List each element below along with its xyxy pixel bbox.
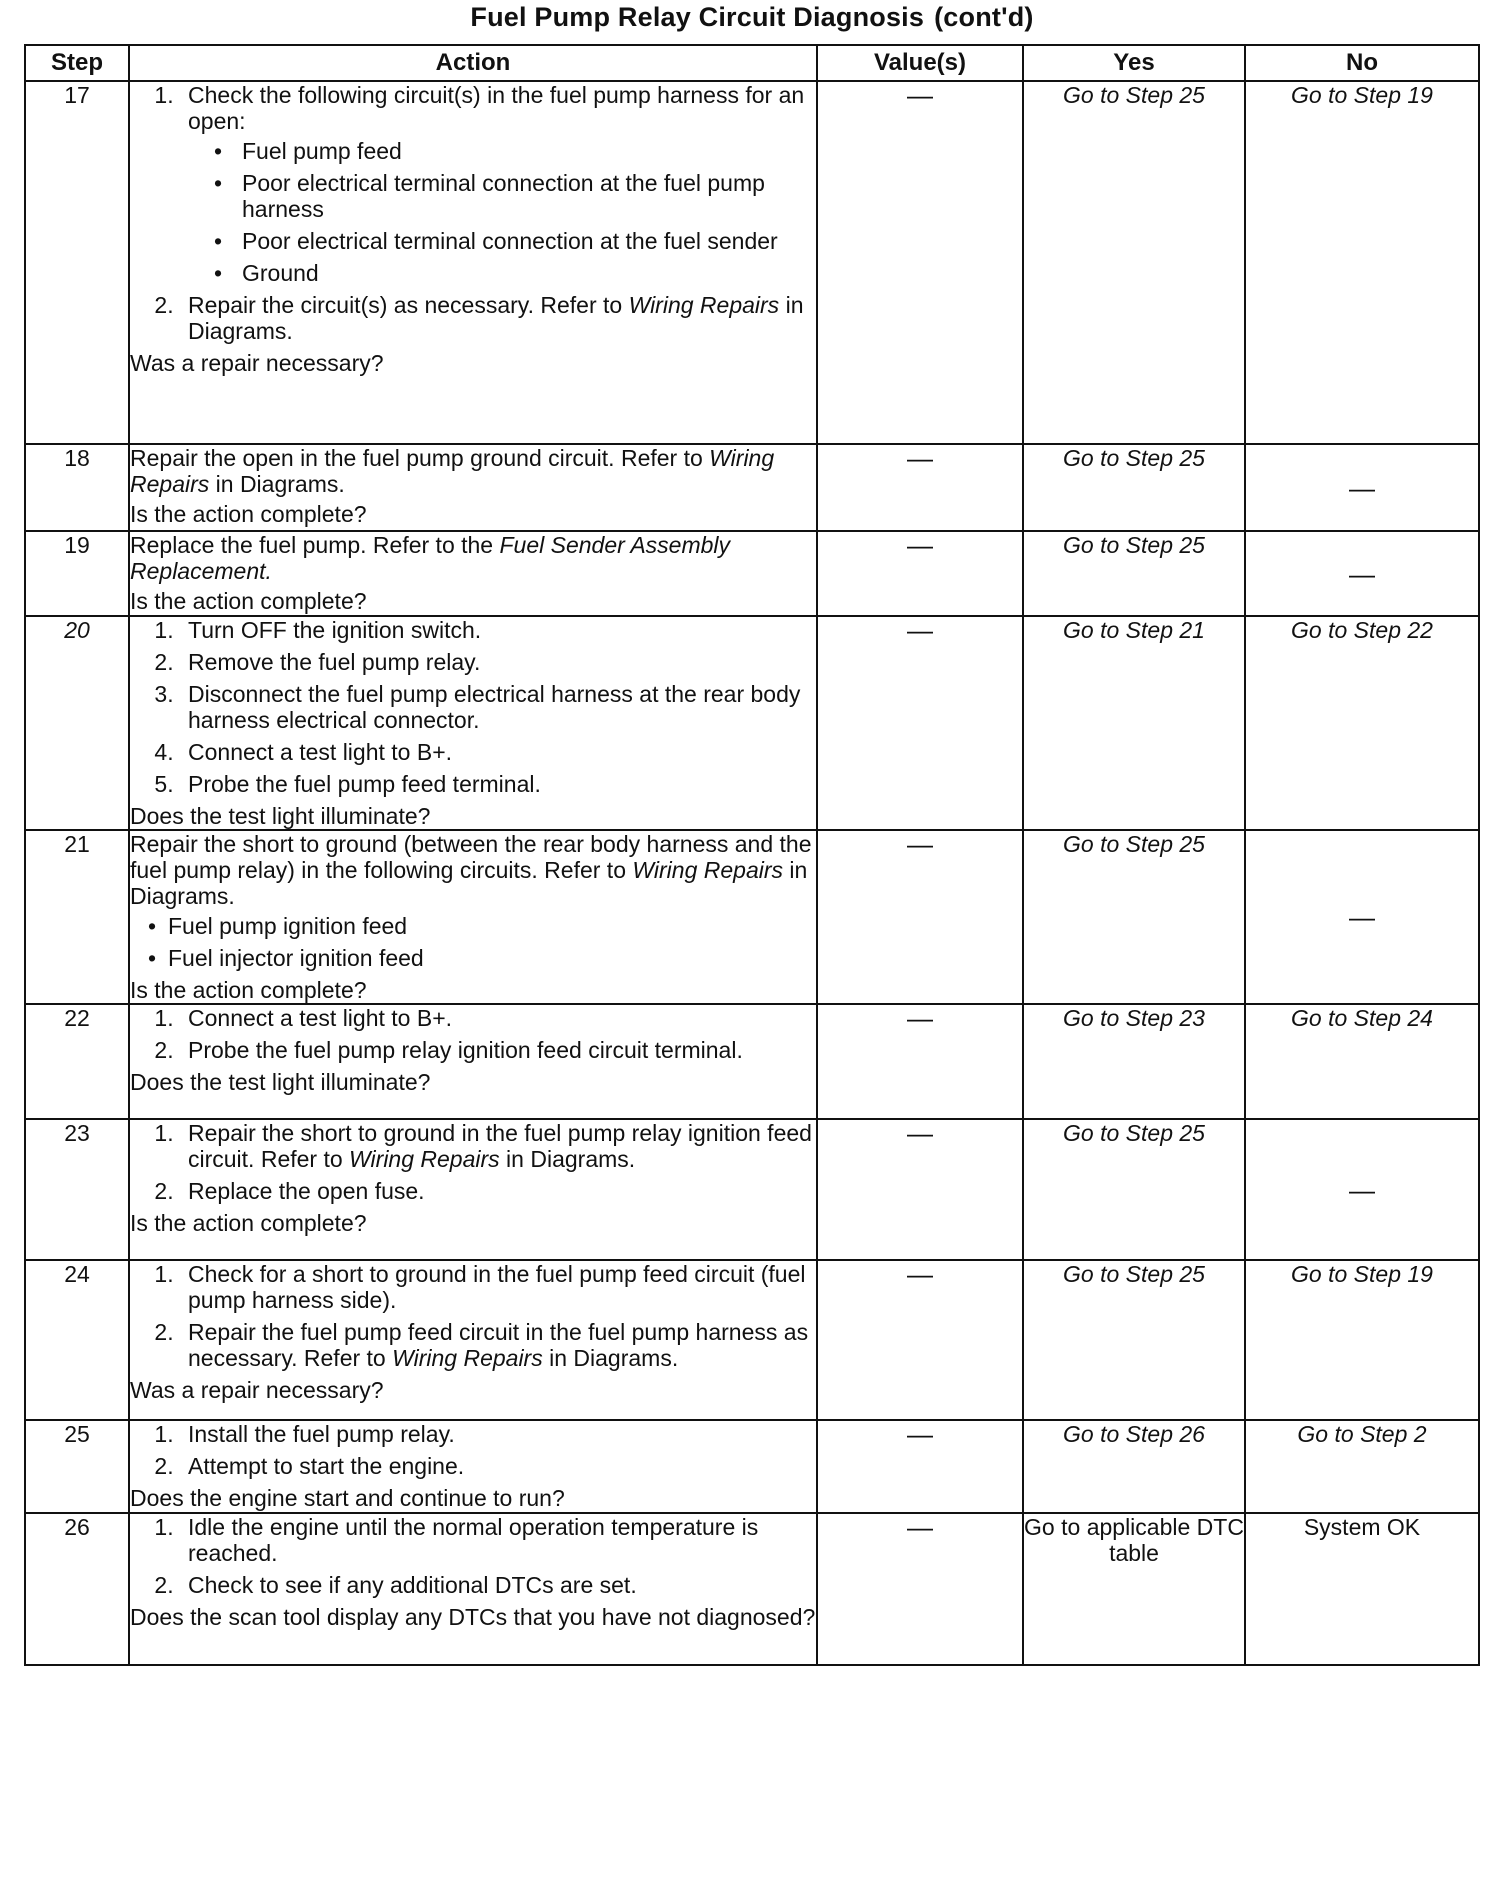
bullet-item: • Fuel injector ignition feed bbox=[168, 945, 816, 971]
list-item: 1. Turn OFF the ignition switch. bbox=[180, 617, 816, 643]
header-row bbox=[25, 45, 1479, 81]
list-item: 2. Check to see if any additional DTCs are set. bbox=[180, 1572, 816, 1598]
list-item: 1. Check the following circuit(s) in the fuel pump harness for an open: • Fuel pump feed • Poor electrical terminal connection at the fuel pump harness • Poor electrical terminal connection at the fuel sender • Ground bbox=[180, 82, 816, 286]
step-number: 23 bbox=[25, 1119, 129, 1260]
action-text: Repair the open in the fuel pump ground circuit. Refer to Wiring Repairs in Diagrams. bbox=[130, 445, 775, 497]
value-cell: — bbox=[817, 1513, 1023, 1665]
list-item: 2. Replace the open fuse. bbox=[180, 1178, 816, 1204]
reference-link: Wiring Repairs bbox=[628, 292, 780, 318]
question-text: Was a repair necessary? bbox=[130, 1377, 384, 1403]
header-step: Step bbox=[25, 45, 129, 81]
action-cell bbox=[129, 1004, 817, 1119]
action-cell bbox=[129, 1119, 817, 1260]
step-number: 18 bbox=[25, 444, 129, 531]
value-cell: — bbox=[817, 531, 1023, 616]
value-cell: — bbox=[817, 81, 1023, 444]
action-cell bbox=[129, 1420, 817, 1513]
diagnosis-table bbox=[24, 44, 1480, 1666]
no-cell: Go to Step 24 bbox=[1245, 1004, 1479, 1119]
question-text: Is the action complete? bbox=[130, 977, 367, 1003]
table-row-step-25 bbox=[25, 1420, 1479, 1513]
yes-cell: Go to Step 23 bbox=[1023, 1004, 1245, 1119]
list-item: 2. Remove the fuel pump relay. bbox=[180, 649, 816, 675]
yes-cell: Go to Step 25 bbox=[1023, 444, 1245, 531]
question-text: Does the engine start and continue to run? bbox=[130, 1485, 565, 1511]
bullet-item: • Poor electrical terminal connection at the fuel pump harness bbox=[234, 170, 816, 222]
step-number: 20 bbox=[25, 616, 129, 830]
no-cell: — bbox=[1245, 1119, 1479, 1260]
no-cell: — bbox=[1245, 830, 1479, 1004]
page-title bbox=[0, 2, 1504, 33]
list-item: 4. Connect a test light to B+. bbox=[180, 739, 816, 765]
step-number: 25 bbox=[25, 1420, 129, 1513]
table-row-step-17 bbox=[25, 81, 1479, 444]
bullet-item: • Fuel pump ignition feed bbox=[168, 913, 816, 939]
action-text: Replace the fuel pump. Refer to the Fuel Sender Assembly Replacement. bbox=[130, 532, 731, 584]
step-number: 22 bbox=[25, 1004, 129, 1119]
question-text: Does the test light illuminate? bbox=[130, 803, 431, 829]
table-row-step-24 bbox=[25, 1260, 1479, 1420]
question-text: Is the action complete? bbox=[130, 501, 367, 527]
title-text: Fuel Pump Relay Circuit Diagnosis bbox=[470, 2, 925, 32]
question-text: Was a repair necessary? bbox=[130, 350, 384, 376]
bullet-item: • Fuel pump feed bbox=[234, 138, 816, 164]
table-row-step-20 bbox=[25, 616, 1479, 830]
no-cell: — bbox=[1245, 531, 1479, 616]
action-cell bbox=[129, 1513, 817, 1665]
value-cell: — bbox=[817, 616, 1023, 830]
reference-link: Fuel Sender Assembly Replacement. bbox=[130, 532, 731, 584]
list-item: 3. Disconnect the fuel pump electrical harness at the rear body harness electrical connector. bbox=[180, 681, 816, 733]
action-cell bbox=[129, 616, 817, 830]
yes-cell: Go to Step 25 bbox=[1023, 1260, 1245, 1420]
action-cell bbox=[129, 1260, 817, 1420]
bullet-item: • Poor electrical terminal connection at the fuel sender bbox=[234, 228, 816, 254]
no-cell: Go to Step 22 bbox=[1245, 616, 1479, 830]
no-cell: System OK bbox=[1245, 1513, 1479, 1665]
no-cell: — bbox=[1245, 444, 1479, 531]
table-row-step-26 bbox=[25, 1513, 1479, 1665]
header-no: No bbox=[1245, 45, 1479, 81]
question-text: Does the scan tool display any DTCs that you have not diagnosed? bbox=[130, 1604, 816, 1630]
table-row-step-21 bbox=[25, 830, 1479, 1004]
list-item: 1. Connect a test light to B+. bbox=[180, 1005, 816, 1031]
yes-cell: Go to Step 26 bbox=[1023, 1420, 1245, 1513]
no-cell: Go to Step 19 bbox=[1245, 81, 1479, 444]
no-cell: Go to Step 19 bbox=[1245, 1260, 1479, 1420]
value-cell: — bbox=[817, 830, 1023, 1004]
table-row-step-23 bbox=[25, 1119, 1479, 1260]
list-item: 2. Probe the fuel pump relay ignition feed circuit terminal. bbox=[180, 1037, 816, 1063]
list-item: 2. Attempt to start the engine. bbox=[180, 1453, 816, 1479]
step-number: 17 bbox=[25, 81, 129, 444]
table-row-step-19 bbox=[25, 531, 1479, 616]
table-row-step-22 bbox=[25, 1004, 1479, 1119]
value-cell: — bbox=[817, 1260, 1023, 1420]
step-number: 19 bbox=[25, 531, 129, 616]
value-cell: — bbox=[817, 1420, 1023, 1513]
reference-link: Wiring Repairs bbox=[349, 1146, 500, 1172]
yes-cell: Go to Step 25 bbox=[1023, 81, 1245, 444]
reference-link: Wiring Repairs bbox=[632, 857, 784, 883]
action-cell bbox=[129, 830, 817, 1004]
list-item: 5. Probe the fuel pump feed terminal. bbox=[180, 771, 816, 797]
title-suffix: (cont'd) bbox=[934, 2, 1034, 32]
action-cell bbox=[129, 81, 817, 444]
question-text: Is the action complete? bbox=[130, 588, 367, 614]
yes-cell: Go to Step 25 bbox=[1023, 830, 1245, 1004]
list-item: 1. Idle the engine until the normal operation temperature is reached. bbox=[180, 1514, 816, 1566]
reference-link: Wiring Repairs bbox=[392, 1345, 543, 1371]
action-text: Repair the short to ground (between the rear body harness and the fuel pump relay) in the following circuits. Refer to Wiring Repairs in Diagrams. bbox=[130, 831, 812, 909]
no-cell: Go to Step 2 bbox=[1245, 1420, 1479, 1513]
header-yes: Yes bbox=[1023, 45, 1245, 81]
table-row-step-18 bbox=[25, 444, 1479, 531]
action-cell bbox=[129, 531, 817, 616]
yes-cell: Go to Step 21 bbox=[1023, 616, 1245, 830]
list-item: 2. Repair the fuel pump feed circuit in the fuel pump harness as necessary. Refer to Wiring Repairs in Diagrams. bbox=[180, 1319, 816, 1371]
action-cell bbox=[129, 444, 817, 531]
step-number: 24 bbox=[25, 1260, 129, 1420]
header-values: Value(s) bbox=[817, 45, 1023, 81]
value-cell: — bbox=[817, 444, 1023, 531]
header-action: Action bbox=[129, 45, 817, 81]
yes-cell: Go to applicable DTC table bbox=[1023, 1513, 1245, 1665]
bullet-item: • Ground bbox=[234, 260, 816, 286]
value-cell: — bbox=[817, 1004, 1023, 1119]
list-item: 1. Install the fuel pump relay. bbox=[180, 1421, 816, 1447]
question-text: Does the test light illuminate? bbox=[130, 1069, 431, 1095]
list-item: 1. Repair the short to ground in the fuel pump relay ignition feed circuit. Refer to Wiring Repairs in Diagrams. bbox=[180, 1120, 816, 1172]
list-item: 2. Repair the circuit(s) as necessary. Refer to Wiring Repairs in Diagrams. bbox=[180, 292, 816, 344]
question-text: Is the action complete? bbox=[130, 1210, 367, 1236]
value-cell: — bbox=[817, 1119, 1023, 1260]
step-number: 21 bbox=[25, 830, 129, 1004]
yes-cell: Go to Step 25 bbox=[1023, 531, 1245, 616]
step-number: 26 bbox=[25, 1513, 129, 1665]
yes-cell: Go to Step 25 bbox=[1023, 1119, 1245, 1260]
list-item: 1. Check for a short to ground in the fuel pump feed circuit (fuel pump harness side). bbox=[180, 1261, 816, 1313]
reference-link: Wiring Repairs bbox=[130, 445, 775, 497]
